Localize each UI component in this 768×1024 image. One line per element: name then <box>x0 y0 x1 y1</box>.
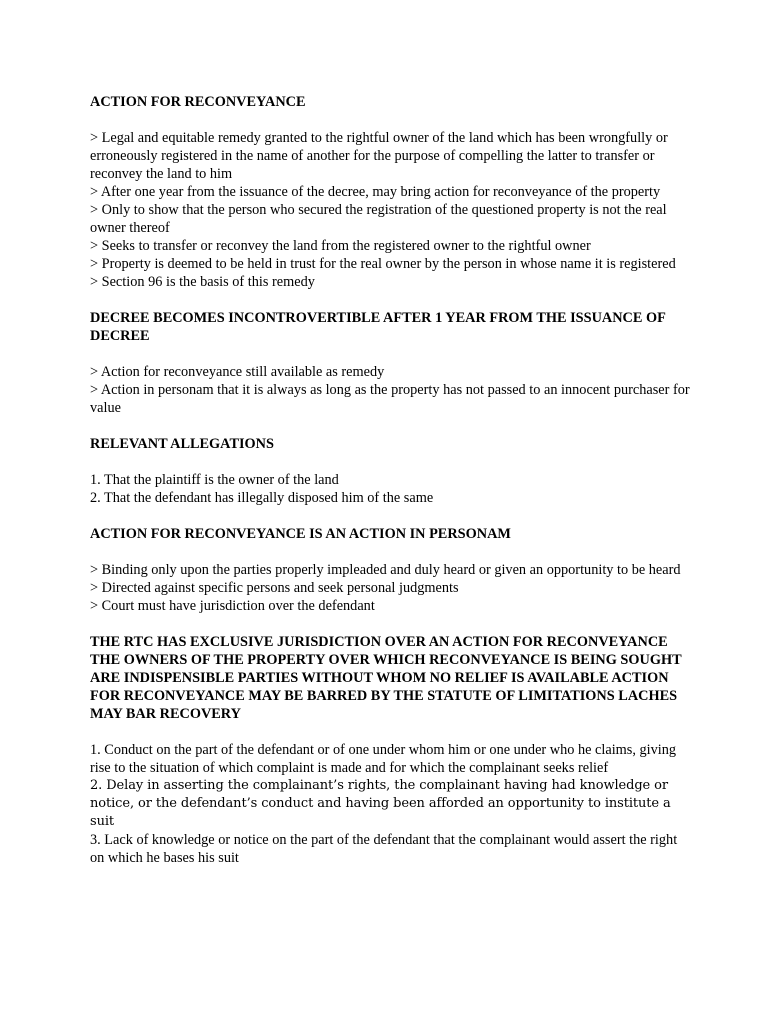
list-item: > Property is deemed to be held in trust for the real owner by the person in whose name it is registered <box>90 256 676 272</box>
section-heading: DECREE BECOMES INCONTROVERTIBLE AFTER 1 YEAR FROM THE ISSUANCE OF DECREE <box>90 310 666 344</box>
list-item: 3. Lack of knowledge or notice on the part of the defendant that the complainant would assert the right on which he bases his suit <box>90 832 678 866</box>
list-item: > Only to show that the person who secured the registration of the questioned property is not the real owner thereof <box>90 202 667 236</box>
section-heading: ACTION FOR RECONVEYANCE IS AN ACTION IN PERSONAM <box>90 526 511 542</box>
section-heading: THE RTC HAS EXCLUSIVE JURISDICTION OVER AN ACTION FOR RECONVEYANCE THE OWNERS OF THE PROPERTY OVER WHICH RECONVEYANCE IS BEING SOUGHT ARE INDISPENSIBLE PARTIES WITHOUT WHOM NO RELIEF IS AVAILABLE ACTION FOR RECONVEYANCE MAY BE BARRED BY THE STATUTE OF LIMITATIONS LACHES MAY BAR RECOVERY <box>90 634 682 722</box>
list-item: 2. Delay in asserting the complainant’s rights, the complainant having had knowledge or notice, or the defendant’s conduct and having been afforded an opportunity to institute a suit <box>90 778 671 829</box>
list-item: > Section 96 is the basis of this remedy <box>90 274 315 290</box>
list-item: > Seeks to transfer or reconvey the land from the registered owner to the rightful owner <box>90 238 591 254</box>
section-heading: ACTION FOR RECONVEYANCE <box>90 94 306 110</box>
section-heading: RELEVANT ALLEGATIONS <box>90 436 274 452</box>
list-item: > Court must have jurisdiction over the defendant <box>90 598 375 614</box>
list-item: > Legal and equitable remedy granted to the rightful owner of the land which has been wrongfully or erroneously registered in the name of another for the purpose of compelling the latter to transfer or reconvey the land to him <box>90 130 668 182</box>
list-item: > After one year from the issuance of the decree, may bring action for reconveyance of the property <box>90 184 661 200</box>
list-item: > Directed against specific persons and seek personal judgments <box>90 580 459 596</box>
list-item: 1. Conduct on the part of the defendant or of one under whom him or one under who he claims, giving rise to the situation of which complaint is made and for which the complainant seeks relief <box>90 742 677 776</box>
list-item: 1. That the plaintiff is the owner of the land <box>90 472 339 488</box>
list-item: > Action for reconveyance still available as remedy <box>90 364 385 380</box>
document-page <box>90 93 690 867</box>
list-item: > Action in personam that it is always as long as the property has not passed to an innocent purchaser for value <box>90 382 690 416</box>
list-item: 2. That the defendant has illegally disposed him of the same <box>90 490 434 506</box>
list-item: > Binding only upon the parties properly impleaded and duly heard or given an opportunity to be heard <box>90 562 681 578</box>
